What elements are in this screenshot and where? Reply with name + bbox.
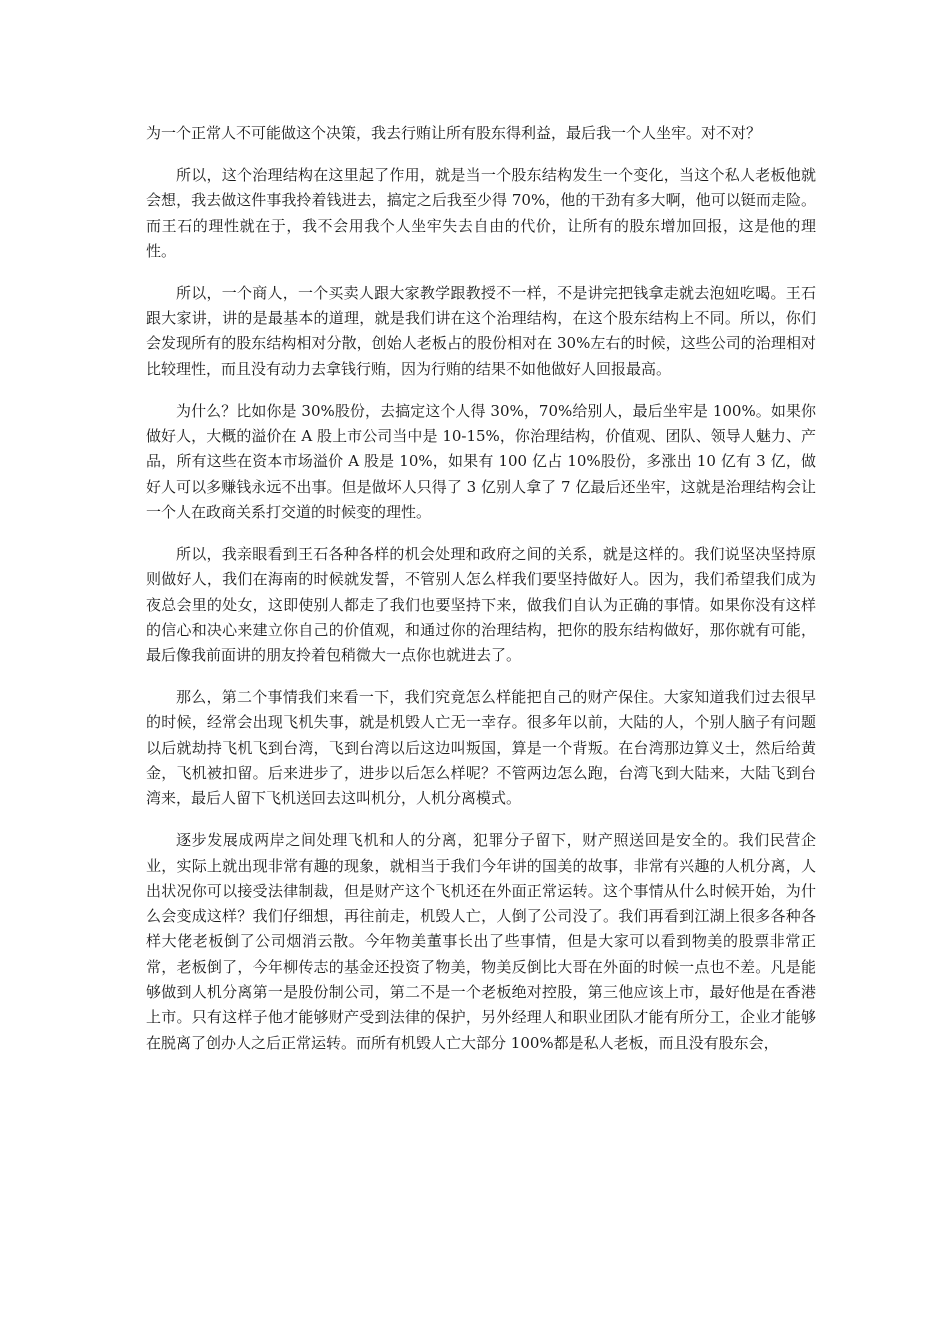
paragraph-continuation: 为一个正常人不可能做这个决策，我去行贿让所有股东得利益，最后我一个人坐牢。对不对？ [146,124,762,142]
paragraph-why-30-percent: 为什么？比如你是 30%股份，去搞定这个人得 30%，70%给别人，最后坐牢是 100%。如果你做好人，大概的溢价在 A 股上市公司当中是 10-15%，你治理结构，价值观、团队、领导人魅力、产品，所有这些在资本市场溢价 A 股是 10%，如果有 100 亿占 10%股份，多涨出 10 亿有 3 亿，做好人可以多赚钱永远不出事。但是做坏人只得了 3 亿别人拿了 7 亿最后还坐牢，这就是治理结构会让一个人在政商关系打交道的时候变的理性。 [146,401,816,521]
paragraph-governance: 所以，这个治理结构在这里起了作用，就是当一个股东结构发生一个变化，当这个私人老板他就会想，我去做这件事我拎着钱进去，搞定之后我至少得 70%，他的干劲有多大啊，他可以铤而走险。而王石的理性就在于，我不会用我个人坐牢失去自由的代价，让所有的股东增加回报，这是他的理性。 [146,165,816,260]
paragraph-wang-shi-principles: 所以，我亲眼看到王石各种各样的机会处理和政府之间的关系，就是这样的。我们说坚决坚持原则做好人，我们在海南的时候就发誓，不管别人怎么样我们要坚持做好人。因为，我们希望我们成为夜总会里的处女，这即使别人都走了我们也要坚持下来，做我们自认为正确的事情。如果你没有这样的信心和决心来建立你自己的价值观，和通过你的治理结构，把你的股东结构做好，那你就有可能，最后像我前面讲的朋友拎着包稍微大一点你也就进去了。 [146,544,816,665]
paragraph-second-topic: 那么，第二个事情我们来看一下，我们究竟怎么样能把自己的财产保住。大家知道我们过去很早的时候，经常会出现飞机失事，就是机毁人亡无一幸存。很多年以前，大陆的人，个别人脑子有问题以后就劫持飞机飞到台湾，飞到台湾以后这边叫叛国，算是一个背叛。在台湾那边算义士，然后给黄金，飞机被扣留。后来进步了，进步以后怎么样呢？不管两边怎么跑，台湾飞到大陆来，大陆飞到台湾来，最后人留下飞机送回去这叫机分，人机分离模式。 [146,688,816,808]
paragraph-separation: 逐步发展成两岸之间处理飞机和人的分离，犯罪分子留下，财产照送回是安全的。我们民营企业，实际上就出现非常有趣的现象，就相当于我们今年讲的国美的故事，非常有兴趣的人机分离，人出状况你可以接受法律制裁，但是财产这个飞机还在外面正常运转。这个事情从什么时候开始，为什么会变成这样？我们仔细想，再往前走，机毁人亡，人倒了公司没了。我们再看到江湖上很多各种各样大佬老板倒了公司烟消云散。今年物美董事长出了些事情，但是大家可以看到物美的股票非常正常，老板倒了，今年柳传志的基金还投资了物美，物美反倒比大哥在外面的时候一点也不差。凡是能够做到人机分离第一是股份制公司，第二不是一个老板绝对控股，第三他应该上市，最好他是在香港上市。只有这样子他才能够财产受到法律的保护，另外经理人和职业团队才能有所分工，企业才能够在脱离了创办人之后正常运转。而所有机毁人亡大部分 100%都是私人老板，而且没有股东会， [146,831,816,1052]
paragraph-merchant: 所以，一个商人，一个买卖人跟大家教学跟教授不一样，不是讲完把钱拿走就去泡妞吃喝。王石跟大家讲，讲的是最基本的道理，就是我们讲在这个治理结构，在这个股东结构上不同。所以，你们会发现所有的股东结构相对分散，创始人老板占的股份相对在 30%左右的时候，这些公司的治理相对比较理性，而且没有动力去拿钱行贿，因为行贿的结果不如他做好人回报最高。 [146,283,816,378]
document-body [146,121,816,1073]
